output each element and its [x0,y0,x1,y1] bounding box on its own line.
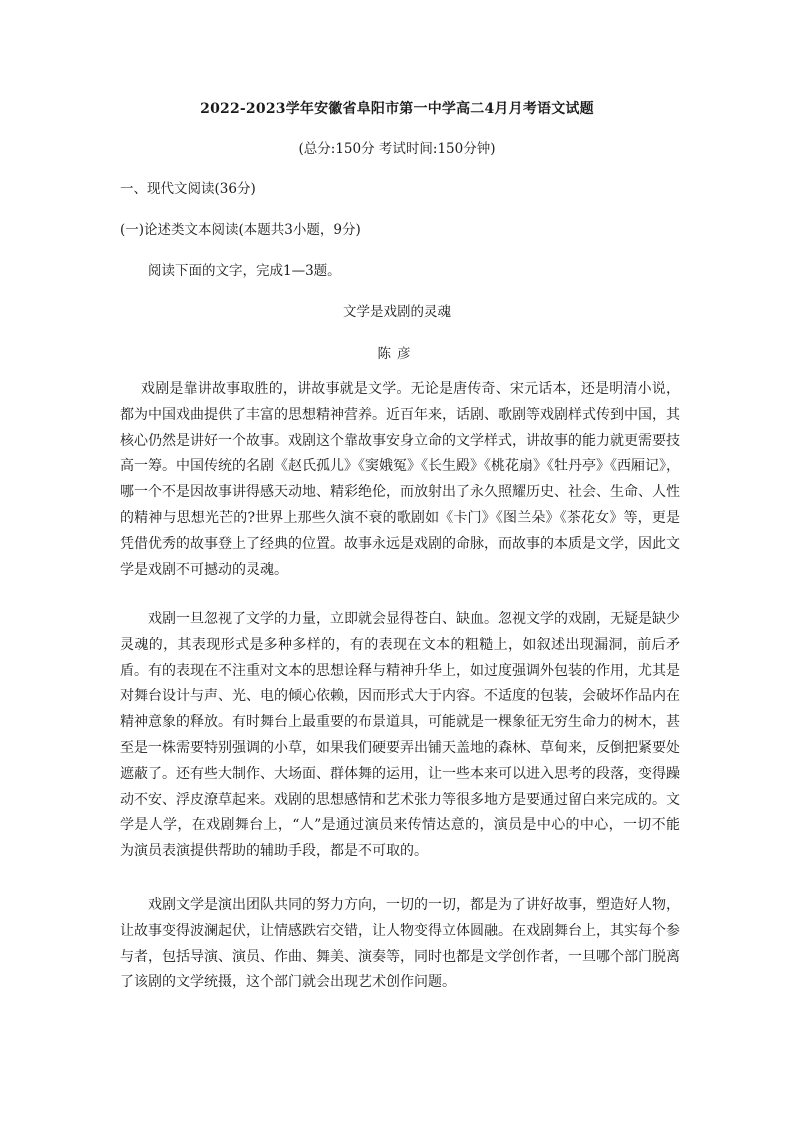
article-title: 文学是戏剧的灵魂 [343,304,451,320]
article-paragraph: 戏剧一旦忽视了文学的力量，立即就会显得苍白、缺血。忽视文学的戏剧，无疑是缺少灵魂的，其表现形式是多种多样的，有的表现在文本的粗糙上，如叙述出现漏洞，前后矛盾。有的表现在不注重对文本的思想诠释与精神升华上，如过度强调外包装的作用，尤其是对舞台设计与声、光、电的倾心依赖，因而形式大于内容。不适度的包装，会破坏作品内在精神意象的释放。有时舞台上最重要的布景道具，可能就是一棵象征无穷生命力的树木，甚至是一株需要特别强调的小草，如果我们硬要弄出铺天盖地的森林、草甸来，反倒把紧要处遮蔽了。还有些大制作、大场面、群体舞的运用，让一些本来可以进入思考的段落，变得躁动不安、浮皮潦草起来。戏剧的思想感情和艺术张力等很多地方是要通过留白来完成的。文学是人学，在戏剧舞台上，“人”是通过演员来传情达意的，演员是中心的中心，一切不能为演员表演提供帮助的辅助手段，都是不可取的。 [120,611,680,860]
article-author: 陈彦 [377,346,417,362]
article-paragraph: 戏剧是靠讲故事取胜的，讲故事就是文学。无论是唐传奇、宋元话本，还是明清小说，都为中国戏曲提供了丰富的思想精神营养。近百年来，话剧、歌剧等戏剧样式传到中国，其核心仍然是讲好一个故事。戏剧这个靠故事安身立命的文学样式，讲故事的能力就更需要技高一筹。中国传统的名剧《赵氏孤儿》《窦娥冤》《长生殿》《桃花扇》《牡丹亭》《西厢记》，哪一个不是因故事讲得感天动地、精彩绝伦，而放射出了永久照耀历史、社会、生命、人性的精神与思想光芒的?世界上那些久演不衰的歌剧如《卡门》《图兰朵》《茶花女》等，更是凭借优秀的故事登上了经典的位置。故事永远是戏剧的命脉，而故事的本质是文学，因此文学是戏剧不可撼动的灵魂。 [120,381,680,578]
subsection-heading-argumentative-reading: (一)论述类文本阅读(本题共3小题，9分) [120,222,361,238]
article-paragraph: 戏剧文学是演出团队共同的努力方向，一切的一切，都是为了讲好故事，塑造好人物，让故事变得波澜起伏，让情感跌宕交错，让人物变得立体圆融。在戏剧舞台上，其实每个参与者，包括导演、演员、作曲、舞美、演奏等，同时也都是文学创作者，一旦哪个部门脱离了该剧的文学统摄，这个部门就会出现艺术创作问题。 [120,897,680,991]
exam-title: 2022-2023学年安徽省阜阳市第一中学高二4月月考语文试题 [200,101,594,117]
reading-instruction: 阅读下面的文字，完成1—3题。 [148,263,341,279]
section-heading-modern-reading: 一、现代文阅读(36分) [120,181,256,197]
exam-score-time-info: (总分:150分 考试时间:150分钟) [298,141,496,157]
